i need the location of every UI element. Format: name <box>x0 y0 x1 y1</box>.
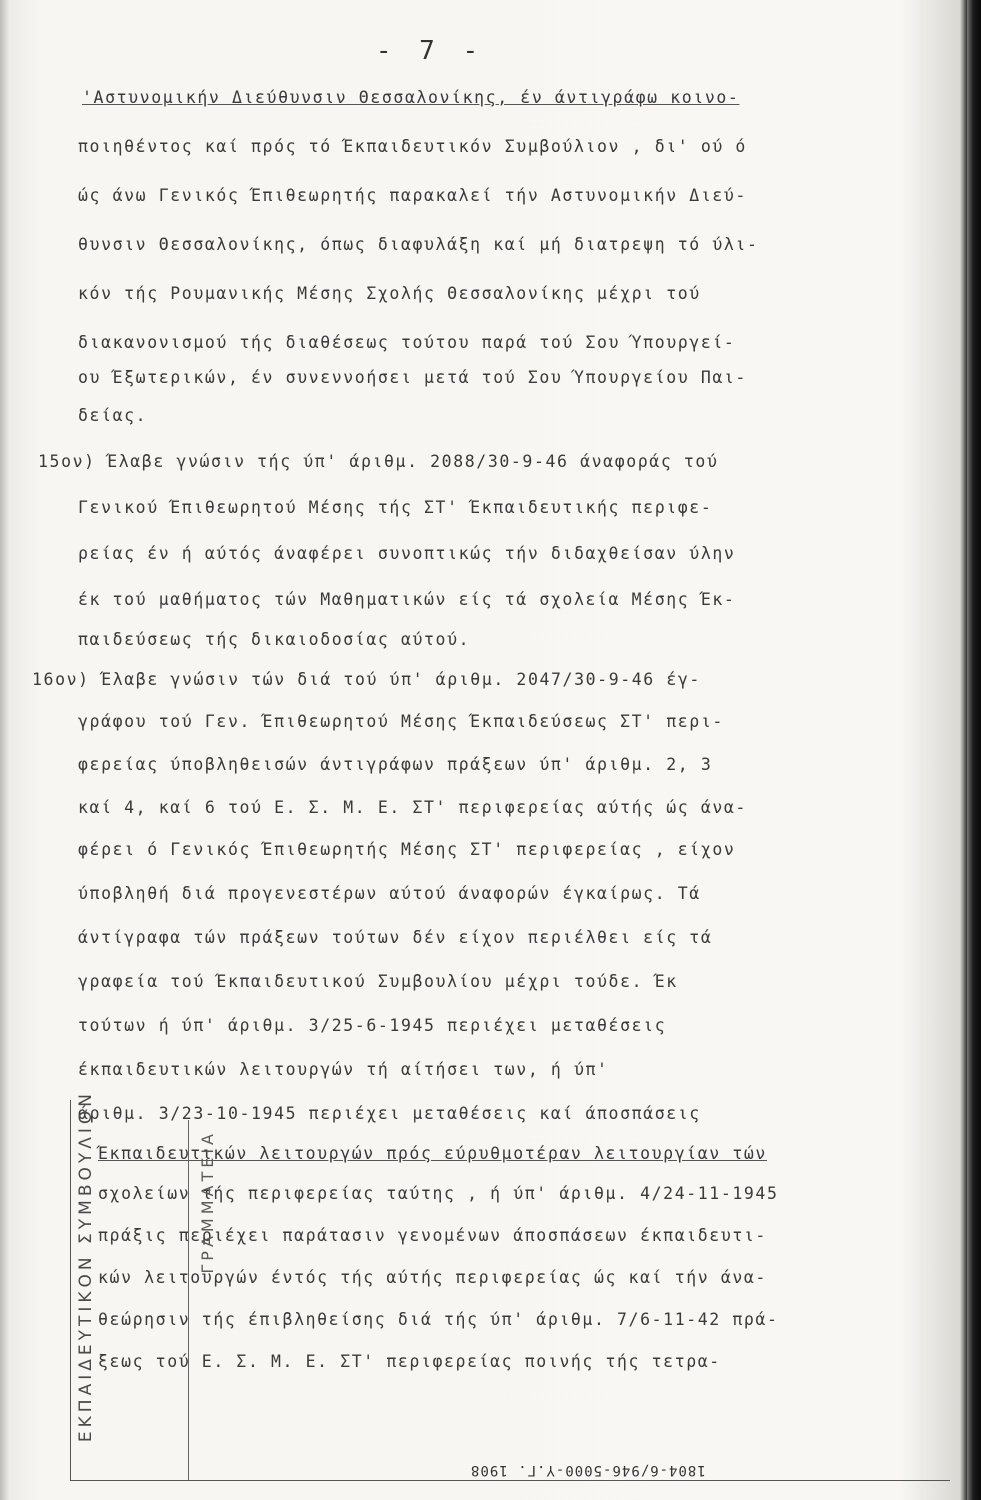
text-line: δείας. <box>78 406 148 425</box>
text-line: 16ον) Έλαβε γνώσιν τών διά τού ύπ' άριθμ. 2047/30-9-46 έγ- <box>32 670 701 689</box>
text-line: σχολείων τής περιφερείας ταύτης , ή ύπ' άριθμ. 4/24-11-1945 <box>98 1184 779 1203</box>
text-line: θυνσιν Θεσσαλονίκης, όπως διαφυλάξη καί μή διατρεψη τό ύλι- <box>78 235 759 254</box>
text-line: παιδεύσεως τής δικαιοδοσίας αύτού. <box>78 630 471 649</box>
text-line: ύποβληθή διά προγενεστέρων αύτού άναφορών έγκαίρως. Τά <box>78 884 701 903</box>
text-line: άριθμ. 3/23-10-1945 περιέχει μεταθέσεις καί άποσπάσεις <box>78 1104 701 1123</box>
footer-print-code: 1804-6/946-5000-Υ.Γ. 1908 <box>470 1462 706 1478</box>
text-line: Έκπαιδευτικών λειτουργών πρός εύρυθμοτέραν λειτουργίαν τών <box>98 1144 767 1163</box>
text-line: φέρει ό Γενικός Έπιθεωρητής Μέσης ΣΤ' περιφερείας , είχον <box>78 840 736 859</box>
text-line: καί 4, καί 6 τού Ε. Σ. Μ. Ε. ΣΤ' περιφερείας αύτής ώς άνα- <box>78 798 747 817</box>
text-line: 15ον) Έλαβε γνώσιν τής ύπ' άριθμ. 2088/30-9-46 άναφοράς τού <box>38 452 719 471</box>
text-line: διακανονισμού τής διαθέσεως τούτου παρά τού Σου Ύπουργεί- <box>78 333 736 352</box>
text-line: φερείας ύποβληθεισών άντιγράφων πράξεων ύπ' άριθμ. 2, 3 <box>78 755 713 774</box>
stamp-main: ΕΚΠΑΙΔΕΥΤΙΚΟΝ ΣΥΜΒΟΥΛΙΟΝ <box>76 1090 96 1443</box>
text-line: θεώρησιν τής έπιβληθείσης διά τής ύπ' άριθμ. 7/6-11-42 πρά- <box>98 1310 779 1329</box>
text-line: γράφου τού Γεν. Έπιθεωρητού Μέσης Έκπαιδεύσεως ΣΤ' περι- <box>78 712 724 731</box>
stamp-second: ΓΡΑΜΜΑΤΕΙΑ <box>198 1130 217 1274</box>
stamp-frame-bottom <box>70 1480 950 1481</box>
text-line: ρείας έν ή αύτός άναφέρει συνοπτικώς τήν διδαχθείσαν ύλην <box>78 544 736 563</box>
scan-right-edge <box>967 0 981 1500</box>
text-line: πράξις περιέχει παράτασιν γενομένων άποσπάσεων έκπαιδευτι- <box>98 1226 767 1245</box>
text-line: κών λειτουργών έντός τής αύτής περιφερείας ώς καί τήν άνα- <box>98 1268 767 1287</box>
scan-left-edge <box>0 0 10 1500</box>
text-line: ξεως τού Ε. Σ. Μ. Ε. ΣΤ' περιφερείας ποινής τής τετρα- <box>98 1352 721 1371</box>
text-line: έκπαιδευτικών λειτουργών τή αίτήσει των, ή ύπ' <box>78 1060 609 1079</box>
text-line: κόν τής Ρουμανικής Μέσης Σχολής Θεσσαλονίκης μέχρι τού <box>78 284 701 303</box>
stamp-frame-left <box>70 1100 71 1480</box>
stamp-frame-inner <box>188 1120 189 1480</box>
text-line: τούτων ή ύπ' άριθμ. 3/25-6-1945 περιέχει μεταθέσεις <box>78 1016 667 1035</box>
text-line: άντίγραφα τών πράξεων τούτων δέν είχον περιέλθει είς τά <box>78 928 713 947</box>
page-number: - 7 - <box>375 36 485 66</box>
text-line: Γενικού Έπιθεωρητού Μέσης τής ΣΤ' Έκπαιδευτικής περιφε- <box>78 498 713 517</box>
text-line: έκ τού μαθήματος τών Μαθηματικών είς τά σχολεία Μέσης Έκ- <box>78 590 736 609</box>
text-line: γραφεία τού Έκπαιδευτικού Συμβουλίου μέχρι τούδε. Έκ <box>78 972 678 991</box>
text-line: 'Αστυνομικήν Διεύθυνσιν Θεσσαλονίκης, έν άντιγράφω κοινο- <box>82 88 740 107</box>
text-line: ποιηθέντος καί πρός τό Έκπαιδευτικόν Συμβούλιον , δι' ού ό <box>78 137 747 156</box>
text-line: ώς άνω Γενικός Έπιθεωρητής παρακαλεί τήν Αστυνομικήν Διεύ- <box>78 186 747 205</box>
text-line: ου Έξωτερικών, έν συνεννοήσει μετά τού Σου Ύπουργείου Παι- <box>78 368 747 387</box>
